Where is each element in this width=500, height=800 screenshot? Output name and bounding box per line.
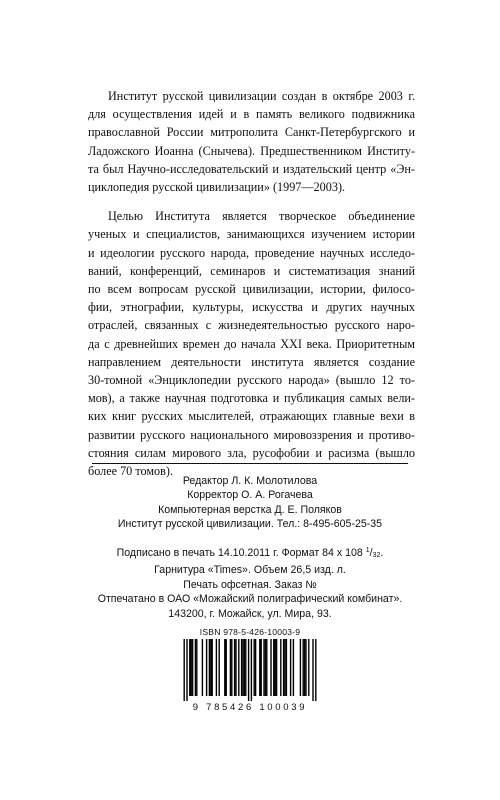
barcode-bar [303,639,304,696]
barcode-bar [184,639,185,701]
barcode-bar [210,639,211,696]
barcode-bar [261,639,262,696]
text-line: мов), а также научная подготовка и публикация самых вели- [88,391,415,406]
text-line: стояния силам мирового зла, русофобии и расизма (вышло [88,445,415,460]
address-line: 143200, г. Можайск, ул. Мира, 93. [168,607,332,620]
barcode-bar [209,639,210,696]
barcode-bar [305,639,306,696]
text-line: да с древнейших времен до начала XXI века. Приоритетным [88,336,415,351]
barcode-bar [304,639,305,696]
format-slash: / [369,547,373,559]
institute-phone-line: Институт русской цивилизации. Тел.: 8-495-605-25-35 [117,518,383,531]
barcode-bar [212,639,213,696]
barcode-bar [275,639,276,696]
barcode-bar [270,639,271,696]
isbn-label: ISBN 978-5-426-10003-9 [199,627,301,637]
barcode-image [177,639,323,701]
barcode-bar [276,639,277,696]
isbn-barcode-block [177,627,323,713]
printer-line: Отпечатано в ОАО «Можайский полиграфический комбинат». [97,593,403,606]
text-line: для осуществления идей и в память великого подвижника [88,107,415,122]
text-line: ваний, конференций, семинаров и систематизация знаний [88,263,415,278]
text-line: Целью Института является творческое объединение [108,209,415,224]
barcode-bar [248,639,249,701]
barcode-bar [286,639,287,696]
paragraph-goals [88,207,415,480]
barcode-bar [189,639,190,696]
barcode-bar [191,639,192,696]
barcode-bar [202,639,203,696]
barcode-bar [186,639,187,701]
format-numerator: 1 [365,547,370,554]
text-line: ученых и специалистов, занимающихся изучением истории [88,227,415,242]
text-line: циклопедия русской цивилизации» (1997—2003). [88,180,346,195]
format-denominator: 32 [372,552,381,559]
text-line: направлением деятельности института является создание [88,354,415,369]
barcode-bar [284,639,285,696]
barcode-bar [290,639,291,696]
barcode-bar [255,639,256,696]
layout-line: Компьютерная верстка Д. Е. Поляков [158,503,342,516]
editor-line: Редактор Л. К. Молотилова [182,475,318,487]
barcode-bar [216,639,217,696]
barcode-bar [308,639,309,696]
text-line: ких книг русских мыслителей, отражающих главные вехи в [88,409,415,424]
text-line: Институт русской цивилизации создан в октябре 2003 г. [108,89,415,103]
paragraph-history [88,87,415,196]
text-line: та был Научно-исследовательский и издательский центр «Эн- [88,161,415,176]
text-line: православной России митрополита Санкт-Петербургского и [88,125,415,140]
barcode-bar [315,639,316,701]
text-line: развитии русского национального мировоззрения и противо- [88,427,415,442]
barcode-bar [241,639,242,696]
barcode-bar [231,639,232,696]
barcode-bar [242,639,243,696]
barcode-bar [226,639,227,696]
barcode-bar [192,639,193,696]
barcode-bar [219,639,220,696]
barcode-bar [230,639,231,696]
text-line: Ладожского Иоанна (Снычева). Предшественником Институ- [88,143,415,158]
text-line: 30-томной «Энциклопедии русского народа» (вышло 12 то- [88,373,415,388]
signed-text: Подписано в печать 14.10.2011 г. Формат 84 х 108 [116,547,363,559]
barcode-bar [234,639,235,696]
print-order-line: Печать офсетная. Заказ № [183,578,317,591]
barcode-bar [251,639,252,701]
barcode-bar [266,639,267,696]
barcode-bar [245,639,246,696]
institute-description [88,87,415,491]
barcode-bar [259,639,260,696]
barcode-bar [195,639,196,696]
text-line: и идеологии русского народа, проведение научных исследо- [88,245,415,260]
text-line: более 70 томов). [88,464,174,479]
barcode-bar [196,639,197,696]
barcode-bar [273,639,274,696]
divider-rule [92,463,408,464]
imprint-print-details [80,544,420,621]
barcode-bar [293,639,294,696]
barcode-bar [265,639,266,696]
barcode-bar [238,639,239,696]
barcode-bar [300,639,301,696]
barcode-bar [254,639,255,696]
signed-format-line [80,544,420,563]
text-line: отраслей, связанных с жизнедеятельностью русского наро- [88,318,415,333]
imprint-staff [80,474,420,532]
barcode-bar [283,639,284,696]
barcode-bar [312,639,313,701]
barcode-bar [224,639,225,696]
barcode-bar [235,639,236,696]
barcode-bar [244,639,245,696]
barcode-digits: 9 785426 100039 [192,702,308,713]
barcode-bar [263,639,264,696]
barcode-bar [206,639,207,696]
text-line: по всем вопросам русской цивилизации, истории, филосо- [88,282,415,297]
format-suffix: . [380,547,384,559]
proofreader-line: Корректор О. А. Рогачева [187,489,313,502]
text-line: фии, этнографии, культуры, искусства и других научных [88,300,415,315]
typeface-line: Гарнитура «Times». Объем 26,5 изд. л. [154,564,346,577]
barcode-bar [280,639,281,696]
